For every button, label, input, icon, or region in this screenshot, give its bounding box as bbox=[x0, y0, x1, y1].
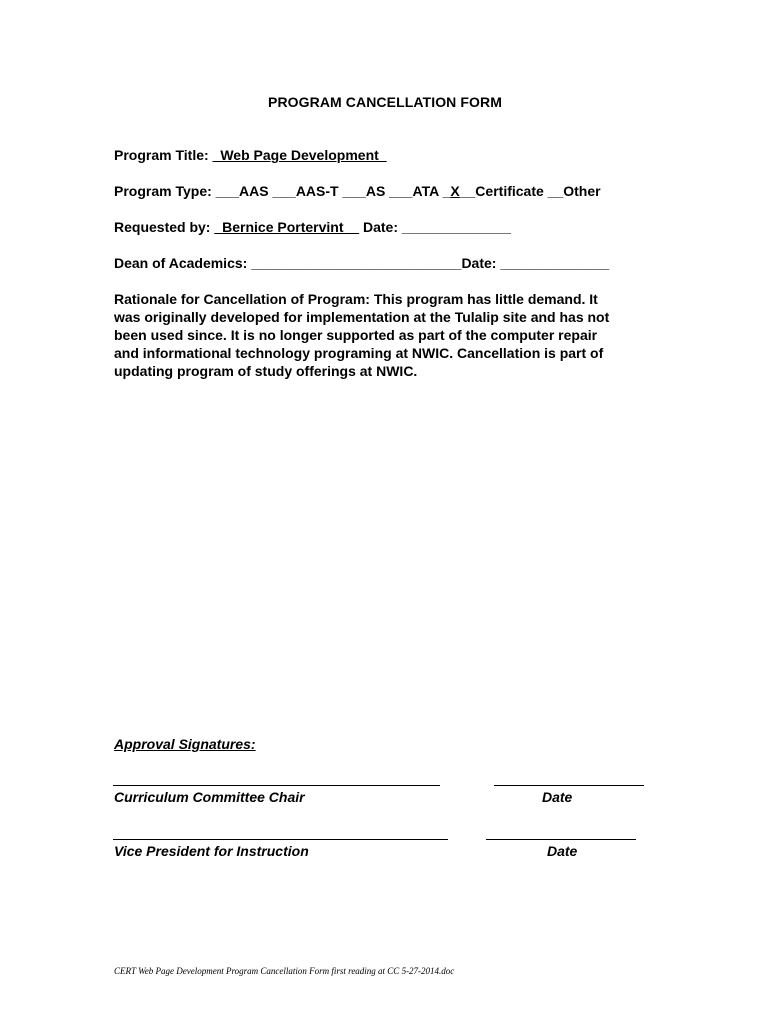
rationale-line: and informational technology programing at NWIC. Cancellation is part of bbox=[114, 345, 604, 361]
role-committee-chair: Curriculum Committee Chair bbox=[114, 789, 305, 805]
date-label-committee-chair: Date bbox=[542, 789, 573, 805]
form-title: PROGRAM CANCELLATION FORM bbox=[268, 94, 502, 110]
program-title-value: _Web Page Development_ bbox=[212, 147, 387, 163]
rationale-line: was originally developed for implementation at the Tulalip site and has not bbox=[114, 309, 610, 325]
date-line-committee-chair bbox=[494, 785, 644, 786]
signature-line-vice-president bbox=[113, 839, 448, 840]
dean-line bbox=[114, 255, 609, 271]
dean-date: Date: ______________ bbox=[461, 255, 610, 271]
program-type-options-rest: __Certificate __Other bbox=[459, 183, 601, 199]
signature-line-committee-chair bbox=[113, 785, 440, 786]
program-type-label: Program Type: bbox=[114, 183, 216, 199]
role-vice-president: Vice President for Instruction bbox=[114, 843, 309, 859]
requested-by-label: Requested by: bbox=[114, 219, 215, 235]
rationale-line: been used since. It is no longer supported as part of the computer repair bbox=[114, 327, 598, 343]
program-type-options: ___AAS ___AAS-T ___AS ___ATA _ bbox=[215, 183, 451, 199]
date-label-vice-president: Date bbox=[547, 843, 578, 859]
footer-filename: CERT Web Page Development Program Cancellation Form first reading at CC 5-27-2014.doc bbox=[114, 966, 455, 976]
date-line-vice-president bbox=[486, 839, 636, 840]
rationale-line: updating program of study offerings at NWIC. bbox=[114, 363, 418, 379]
dean-label: Dean of Academics: bbox=[114, 255, 252, 271]
rationale-line: Rationale for Cancellation of Program: This program has little demand. It bbox=[114, 291, 598, 307]
program-title-line bbox=[114, 147, 387, 163]
program-type-line bbox=[114, 183, 601, 199]
program-title-label: Program Title: bbox=[114, 147, 213, 163]
dean-signature-blank: ___________________________ bbox=[251, 255, 462, 271]
requested-by-line bbox=[114, 219, 511, 235]
requested-by-date: Date: ______________ bbox=[359, 219, 511, 235]
program-type-selected-mark: X bbox=[450, 183, 460, 199]
requested-by-value: _Bernice Portervint__ bbox=[214, 219, 360, 235]
rationale-paragraph bbox=[114, 290, 654, 380]
approval-heading: Approval Signatures: bbox=[114, 736, 256, 752]
